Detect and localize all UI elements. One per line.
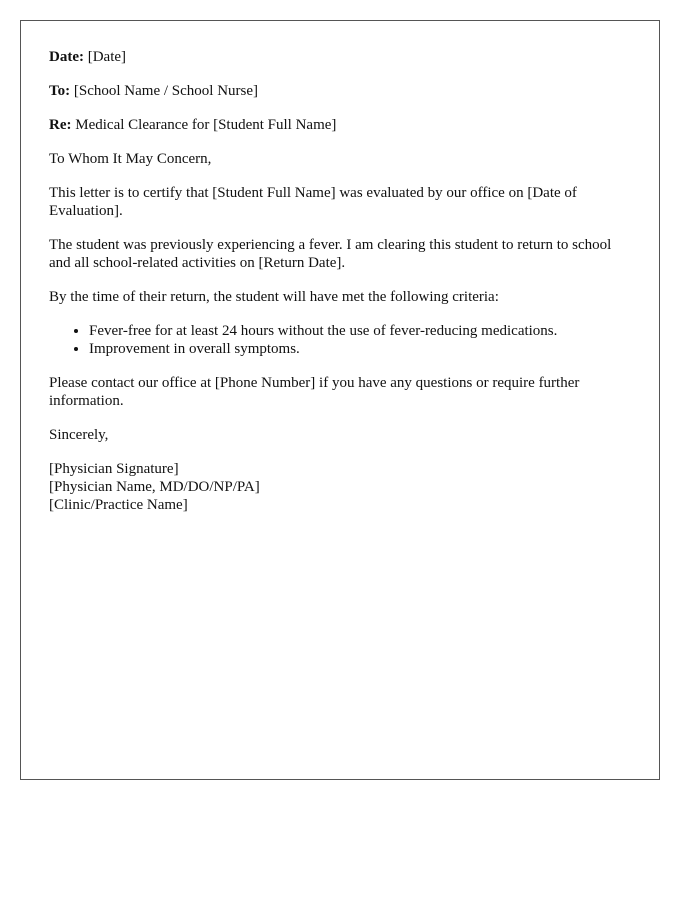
- salutation: To Whom It May Concern,: [49, 151, 212, 167]
- criteria-item: • Improvement in overall symptoms.: [89, 340, 631, 358]
- practice-name: [Clinic/Practice Name]: [49, 497, 188, 513]
- criteria-intro: By the time of their return, the student will have met the following criteria:: [49, 289, 499, 305]
- re-label: Re:: [49, 117, 72, 133]
- contact-paragraph: Please contact our office at [Phone Number] if you have any questions or require further information.: [49, 375, 580, 409]
- signature-block: [49, 460, 631, 514]
- letter-document: [20, 20, 660, 780]
- physician-name: [Physician Name, MD/DO/NP/PA]: [49, 479, 260, 495]
- recipient-value: [School Name / School Nurse]: [73, 83, 259, 99]
- date-value: [Date]: [87, 49, 127, 65]
- clearance-paragraph: The student was previously experiencing a fever. I am clearing this student to return to school and all school-related activities on [Return Date].: [49, 237, 612, 271]
- criteria-item: • Fever-free for at least 24 hours without the use of fever-reducing medications.: [89, 322, 631, 340]
- sign-off: Sincerely,: [49, 427, 109, 443]
- subject-line: [49, 116, 631, 134]
- date-label: Date:: [49, 49, 84, 65]
- evaluation-paragraph: This letter is to certify that [Student Full Name] was evaluated by our office on [Date of Evaluation].: [49, 185, 577, 219]
- to-label: To:: [49, 83, 71, 99]
- recipient-line: [49, 82, 631, 100]
- criteria-list: [49, 322, 631, 358]
- date-line: [49, 48, 631, 66]
- physician-signature: [Physician Signature]: [49, 461, 179, 477]
- subject-value: Medical Clearance for [Student Full Name]: [75, 117, 337, 133]
